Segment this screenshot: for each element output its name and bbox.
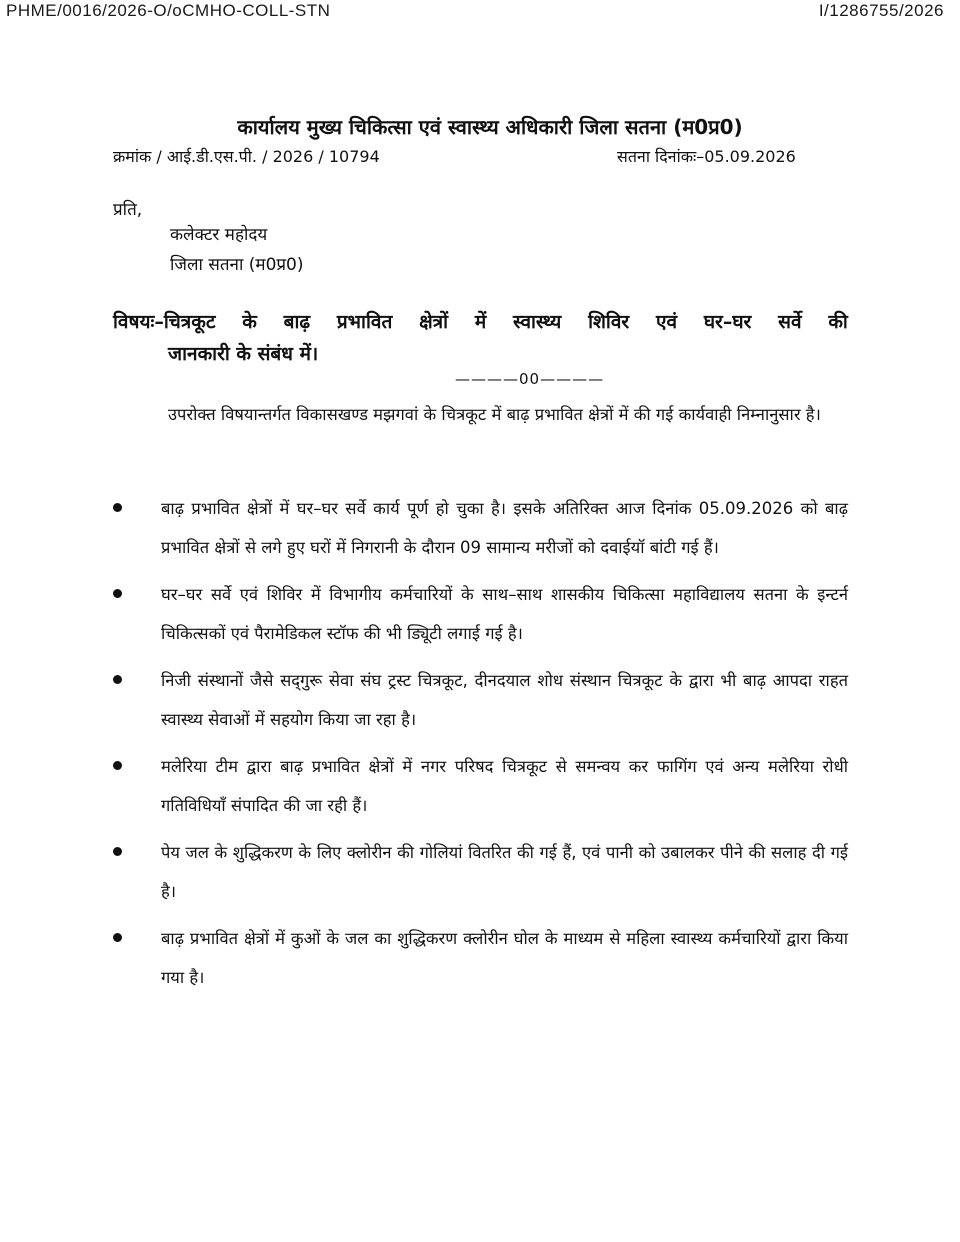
list-item	[113, 747, 848, 825]
intro-paragraph	[113, 399, 848, 431]
bullet-icon	[113, 847, 122, 856]
subject-word: बाढ़	[283, 311, 311, 333]
subject-word: में	[474, 311, 487, 333]
letter-reference-number: क्रमांक / आई.डी.एस.पी. / 2026 / 10794	[113, 147, 380, 166]
bullet-icon	[113, 589, 122, 598]
file-reference-number: PHME/0016/2026-O/oCMHO-COLL-STN	[6, 1, 331, 20]
addressee-line-1: कलेक्टर महोदय	[170, 225, 268, 245]
subject-word: स्वास्थ्य	[513, 311, 562, 333]
point-text: घर–घर सर्वे एवं शिविर में विभागीय कर्मचारियों के साथ–साथ शासकीय चिकित्सा महाविद्यालय सतना के इन्टर्न चिकित्सकों एवं पैरामेडिकल स्टॉफ की भी ड्यिूटी लगाई गई है।	[161, 585, 848, 643]
subject-word: विषयः–चित्रकूट	[113, 311, 216, 333]
office-title: कार्यालय मुख्य चिकित्सा एवं स्वास्थ्य अधिकारी जिला सतना (म0प्र0)	[237, 115, 743, 139]
to-label: प्रति,	[113, 200, 143, 220]
point-text: मलेरिया टीम द्वारा बाढ़ प्रभावित क्षेत्रों में नगर परिषद चित्रकूट से समन्वय कर फागिंग एवं अन्य मलेरिया रोधी गतिविधियॉं संपादित की जा रही हैं।	[161, 757, 848, 815]
inward-reference-number: I/1286755/2026	[818, 1, 944, 20]
subject-word: के	[242, 311, 257, 333]
point-text: बाढ़ प्रभावित क्षेत्रों में घर–घर सर्वे कार्य पूर्ण हो चुका है। इसके अतिरिक्त आज दिनांक 05.09.2026 को बाढ़ प्रभावित क्षेत्रों से लगे हुए घरों में निगरानी के दौरान 09 सामान्य मरीजों को दवाईयॉ बांटी गई हैं।	[161, 499, 848, 557]
letter-date: सतना दिनांकः–05.09.2026	[617, 147, 796, 166]
list-item	[113, 575, 848, 653]
bullet-icon	[113, 503, 122, 512]
document-reference-bar	[0, 0, 960, 26]
subject-word: घर–घर	[703, 311, 752, 333]
separator: ————00————	[455, 370, 605, 388]
subject-word: शिविर	[588, 311, 630, 333]
addressee-line-2: जिला सतना (म0प्र0)	[170, 255, 304, 275]
point-text: निजी संस्थानों जैसे सद्‌गुरू सेवा संघ ट्रस्ट चित्रकूट, दीनदयाल शोध संस्थान चित्रकूट के द्वारा भी बाढ़ आपदा राहत स्वास्थ्य सेवाओं में सहयोग किया जा रहा है।	[161, 671, 848, 729]
subject-word: एवं	[655, 311, 678, 333]
subject-word: प्रभावित	[336, 311, 393, 333]
list-item	[113, 919, 848, 997]
subject-line-2: जानकारी के संबंध में।	[168, 343, 319, 365]
subject-word: सर्वे	[778, 311, 802, 333]
subject-line-1	[113, 306, 848, 338]
action-points-list	[113, 489, 848, 1005]
list-item	[113, 833, 848, 911]
letter-subject	[113, 306, 848, 370]
bullet-icon	[113, 761, 122, 770]
list-item	[113, 489, 848, 567]
subject-word: क्षेत्रों	[419, 311, 449, 333]
intro-text: उपरोक्त विषयान्तर्गत विकासखण्ड मझगवां के चित्रकूट में बाढ़ प्रभावित क्षेत्रों में की गई कार्यवाही निम्नानुसार है।	[168, 405, 821, 424]
point-text: बाढ़ प्रभावित क्षेत्रों में कुओं के जल का शुद्धिकरण क्लोरीन घोल के माध्यम से महिला स्वास्थ्य कर्मचारियों द्वारा किया गया है।	[161, 929, 848, 987]
subject-word: की	[828, 311, 848, 333]
point-text: पेय जल के शुद्धिकरण के लिए क्लोरीन की गोलियां वितरित की गई हैं, एवं पानी को उबालकर पीने की सलाह दी गई है।	[161, 843, 848, 901]
bullet-icon	[113, 933, 122, 942]
list-item	[113, 661, 848, 739]
bullet-icon	[113, 675, 122, 684]
